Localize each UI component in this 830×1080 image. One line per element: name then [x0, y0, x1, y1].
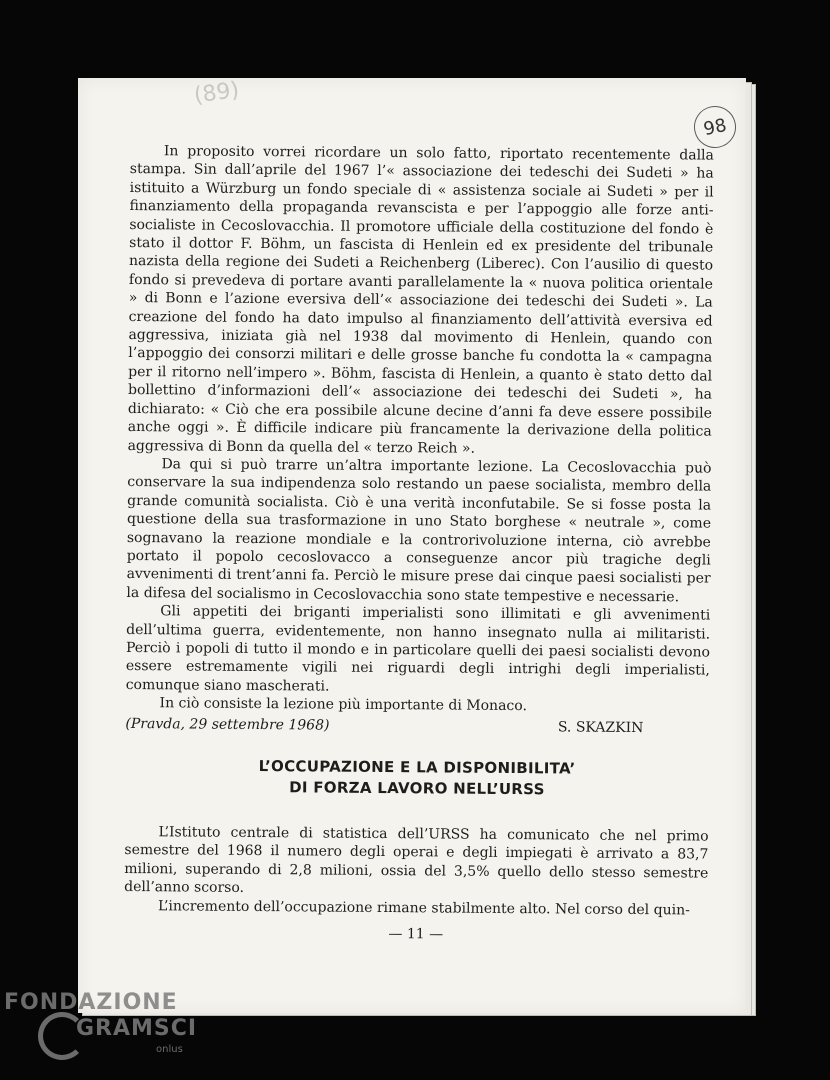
watermark-line: FONDAZIONE	[4, 990, 178, 1015]
archive-page-stamp: 98	[690, 102, 740, 152]
section-heading-line: DI FORZA LAVORO NELL’URSS	[289, 778, 545, 799]
paragraph: L’Istituto centrale di statistica dell’URSS ha comunicato che nel primo semestre del 1968 il numero degli operai e degli impiegati è arrivato a 83,7 milioni, superando di 2,8 milioni, ossia del 3,5% quello dello stesso semestre dell’anno scorso.	[124, 824, 709, 897]
handwritten-annotation: (89)	[192, 77, 241, 109]
page-number: — 11 —	[388, 926, 444, 943]
source-citation: (Pravda, 29 settembre 1968)	[125, 715, 330, 734]
paragraph: In proposito vorrei ricordare un solo fatto, riportato recentemente dalla stampa. Sin dall’aprile del 1967 l’« associazione dei tedeschi dei Sudeti » ha istituito a Würzburg un fondo speciale di « assistenza sociale ai Sudeti » per il finanziamento della propaganda revanscista e per l’appoggio alle forze anti-socialiste in Cecoslovacchia. Il promotore ufficiale della costituzione del fondo è stato il dottor F. Böhm, un fascista di Henlein ed ex presidente del tribunale nazista della regione dei Sudeti a Reichenberg (Liberec). Con l’ausilio di questo fondo si prevedeva di portare avanti parallelamente la « nuova politica orientale » di Bonn e l’azione eversiva dell’« associazione dei tedeschi dei Sudeti ». La creazione del fondo ha dato impulso al finanziamento dell’attività eversiva ed aggressiva, iniziata già nel 1938 dal movimento di Henlein, quando con l’appoggio dei consorzi militari e delle grosse banche fu condotta la « campagna per il ritorno nell’impero ». Böhm, fascista di Henlein, a quanto è stato detto dal bollettino d’informazioni dell’« associazione dei tedeschi dei Sudeti », ha dichiarato: « Ciò che era possibile alcune decine d’anni fa deve essere possibile anche oggi ». È difficile indicare più francamente la derivazione della politica aggressiva di Bonn da quella del « terzo Reich ».	[127, 143, 714, 457]
paragraph: Da qui si può trarre un’altra importante lezione. La Cecoslovacchia può conservare la sua indipendenza solo restando un paese socialista, membro della grande comunità socialista. Ciò è una verità inconfutabile. Se si fosse posta la questione della sua trasformazione in uno Stato borghese « neutrale », come sognavano la reazione mondiale e la controrivoluzione interna, ciò avrebbe portato il popolo cecoslovacco a conseguenze ancor più tragiche degli avvenimenti di trent’anni fa. Perciò le misure prese dai cinque paesi socialisti per la difesa del socialismo in Cecoslovacchia sono state tempestive e necessarie.	[126, 456, 712, 606]
section-heading	[125, 755, 709, 802]
watermark-line: GRAMSCI	[76, 1016, 198, 1041]
archive-watermark	[4, 990, 214, 1070]
article-signoff	[125, 715, 709, 738]
watermark-line: onlus	[156, 1044, 183, 1055]
paragraph: In ciò consiste la lezione più importante di Monaco.	[159, 695, 527, 715]
section-heading-line: L’OCCUPAZIONE E LA DISPONIBILITA’	[258, 757, 576, 778]
document-page	[78, 78, 746, 1013]
article-body	[124, 142, 714, 946]
paragraph: Gli appetiti dei briganti imperialisti sono illimitati e gli avvenimenti dell’ultima guerra, evidentemente, non hanno insegnato nulla ai militaristi. Perciò i popoli di tutto il mondo e in particolare quelli dei paesi socialisti devono essere estremamente vigili nei riguardi degli intrighi degli imperialisti, comunque siano mascherati.	[125, 603, 711, 695]
author-name: S. SKAZKIN	[557, 718, 644, 736]
paragraph: L’incremento dell’occupazione rimane stabilmente alto. Nel corso del quin-	[157, 897, 690, 919]
